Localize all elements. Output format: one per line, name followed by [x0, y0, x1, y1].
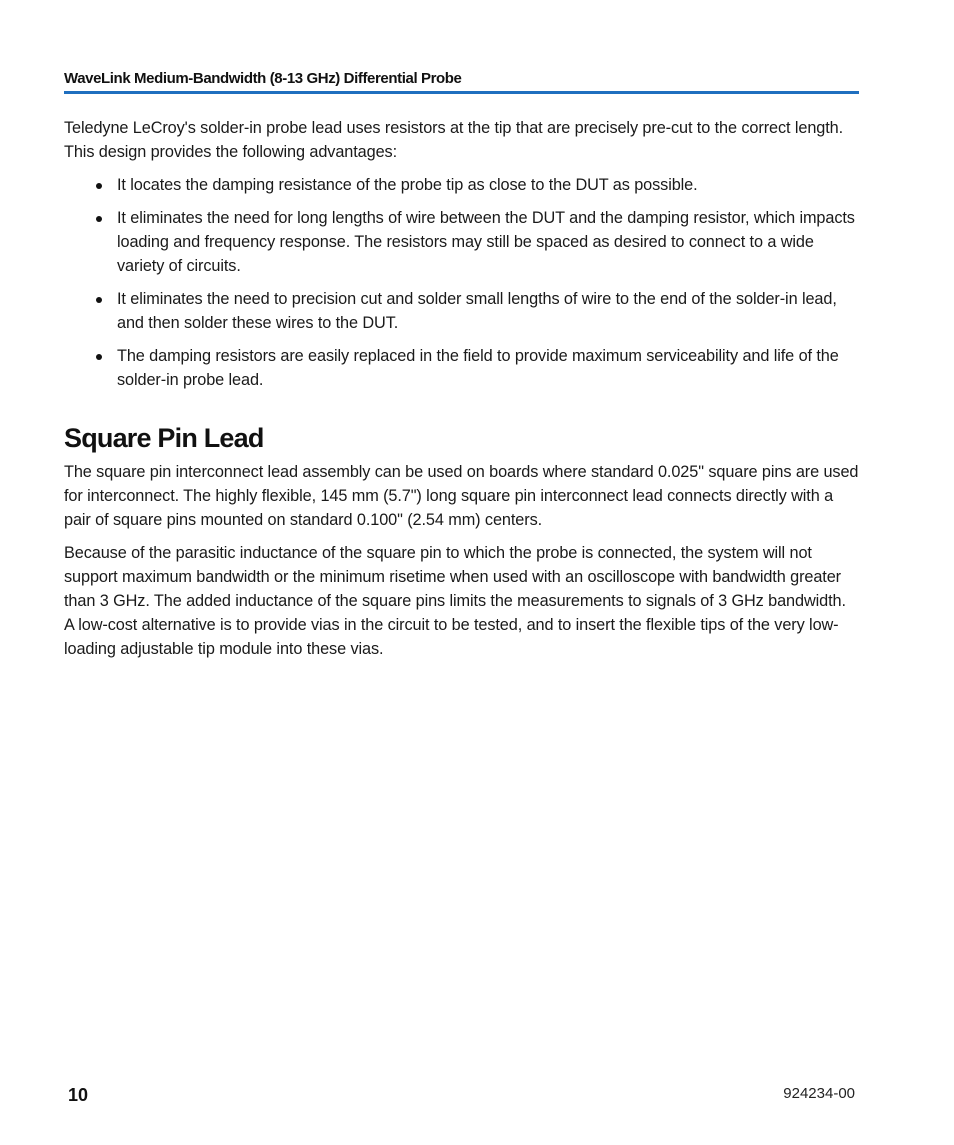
list-item-text: It eliminates the need for long lengths of wire between the DUT and the damping resistor, which impacts loading and frequency response. The resistors may still be spaced as desired to connect to a wide variety of circuits. [117, 209, 855, 275]
bullet-icon [96, 297, 102, 303]
running-header: WaveLink Medium-Bandwidth (8-13 GHz) Differential Probe [64, 70, 859, 94]
list-item [64, 206, 859, 278]
list-item-text: It locates the damping resistance of the probe tip as close to the DUT as possible. [117, 176, 698, 194]
list-item-text: The damping resistors are easily replaced in the field to provide maximum serviceability and life of the solder-in probe lead. [117, 347, 839, 389]
advantages-list [64, 173, 859, 392]
list-item [64, 287, 859, 335]
bullet-icon [96, 183, 102, 189]
list-item-text: It eliminates the need to precision cut and solder small lengths of wire to the end of the solder-in lead, and then solder these wires to the DUT. [117, 290, 837, 332]
section-paragraph: The square pin interconnect lead assembly can be used on boards where standard 0.025" square pins are used for interconnect. The highly flexible, 145 mm (5.7") long square pin interconnect lead connects directly with a pair of square pins mounted on standard 0.100" (2.54 mm) centers. [64, 463, 859, 529]
intro-paragraph: Teledyne LeCroy's solder-in probe lead uses resistors at the tip that are precisely pre-cut to the correct length. This design provides the following advantages: [64, 119, 844, 161]
page-number: 10 [68, 1085, 89, 1105]
document-page [64, 0, 859, 1145]
document-number: 924234-00 [783, 1085, 855, 1102]
section-paragraph: Because of the parasitic inductance of the square pin to which the probe is connected, the system will not support maximum bandwidth or the minimum risetime when used with an oscilloscope with bandwidth greater than 3 GHz. The added inductance of the square pins limits the measurements to signals of 3 GHz bandwidth. A low-cost alternative is to provide vias in the circuit to be tested, and to insert the flexible tips of the very low-loading adjustable tip module into these vias. [64, 544, 846, 658]
section-title: Square Pin Lead [64, 423, 264, 453]
page-content [64, 116, 859, 670]
bullet-icon [96, 354, 102, 360]
list-item [64, 344, 859, 392]
bullet-icon [96, 216, 102, 222]
list-item [64, 173, 859, 197]
